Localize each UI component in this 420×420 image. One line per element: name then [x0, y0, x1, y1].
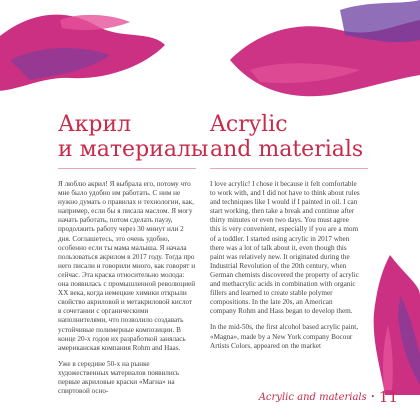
- footer-bullet: •: [370, 393, 375, 401]
- english-paragraph-2: In the mid-50s, the first alcohol based acrylic paint, «Magna», made by a New York company Bocour Artists Colors, appeared on the market: [210, 323, 359, 350]
- page-footer: [259, 388, 398, 406]
- paint-stroke-top-right: [220, 0, 420, 118]
- russian-paragraph-2: Уже в середине 50-х на рынке художественных материалов появились первые акриловые краски «Магна» на спиртовой осно-: [58, 359, 180, 396]
- paint-stroke-top-left: [0, 0, 170, 110]
- russian-column: [58, 180, 196, 403]
- english-paragraph-1: I love acrylic! I chose it because it felt comfortable to work with, and I did not have to think about rules and techniques like I would if I painted in oil. I can start working, then take a break and continue after thirty minutes or even two days. You must agree this is very convenient, especially if you are a mom of a toddler. I started using acrylic in 2017 when there was a lot of talk about it, even though this paint was relatively new. It originated during the Industrial Revolution of the 20th century, when German chemists discovered the property of acrylic and methacrylic acids in combination with organic fillers and learned to create stable polymer compositions. In the late 20s, an American company Rohm and Hass began to develop them.: [210, 180, 360, 316]
- russian-paragraph-1: Я люблю акрил! Я выбрала его, потому что мне было удобно им работать. С ним не нужно думать о правилах и технологии, как, например, если бы я писала маслом. Я могу начать работать, потом сделать паузу, продолжить работу через 30 минут или 2 дня. Соглашетесь, это очень удобно, особенно если ты мама малыша. Я начала пользоваться акрилом в 2017 году. Тогда про него писали и говорили много, как говорят и сейчас. Эта краска относительно молода: она появилась с промышленной революцией XX века, когда немецкие химики открыли свойство акриловой и метакриловой кислот в сочетании с органическими наполнителями, что позволило создавать устойчивые полимерные композиции. В конце 20-х годов их разработкой занялась американская компания Rohm and Haas.: [58, 180, 196, 352]
- running-title: Acrylic and materials: [258, 391, 367, 403]
- english-column: [210, 180, 360, 358]
- divider-english: [210, 168, 368, 169]
- divider-russian: [58, 168, 196, 169]
- heading-english: Acrylic and materials: [210, 112, 364, 162]
- page-number: 11: [378, 388, 398, 406]
- heading-russian: Акрил и материалы: [58, 112, 209, 162]
